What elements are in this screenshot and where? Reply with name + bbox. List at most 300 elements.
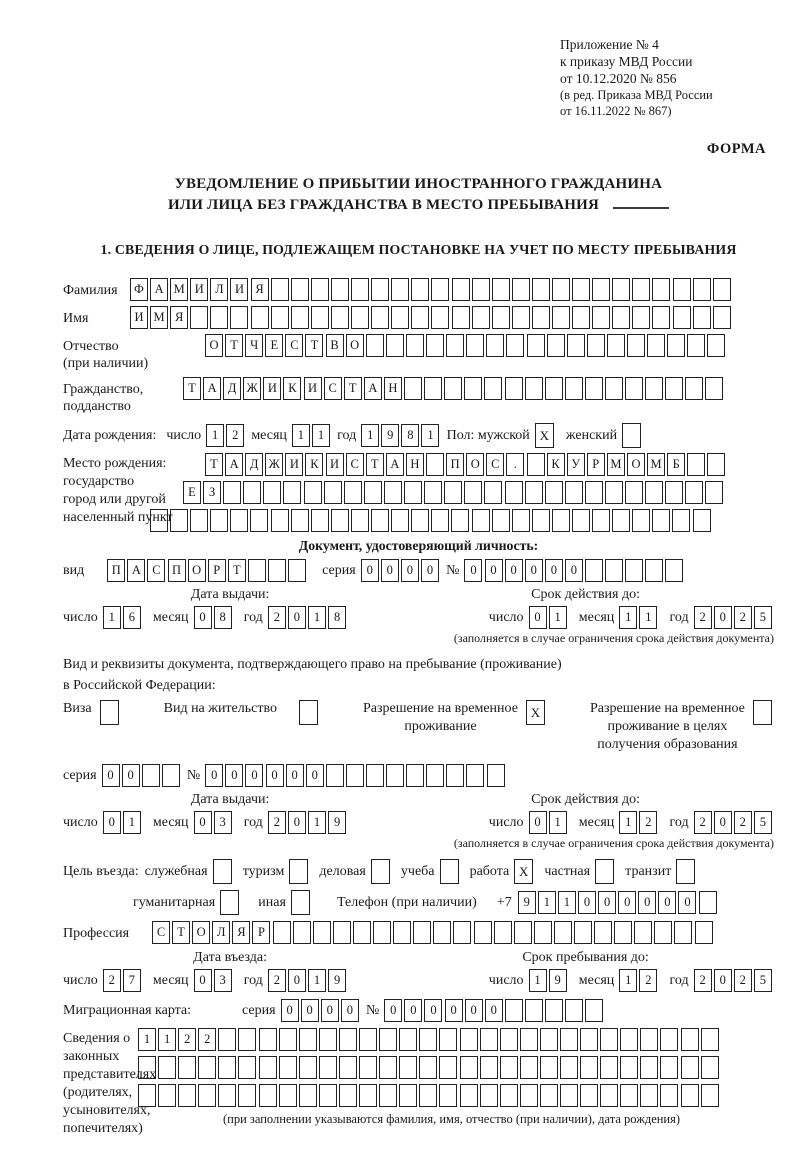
form-cell[interactable]: 0 <box>525 559 543 582</box>
form-cell[interactable]: А <box>386 453 404 476</box>
form-cell[interactable] <box>713 306 731 329</box>
form-cell[interactable]: Т <box>305 334 323 357</box>
form-cell[interactable] <box>391 278 409 301</box>
form-cell[interactable] <box>291 306 309 329</box>
form-cell[interactable]: 5 <box>754 606 772 629</box>
form-cell[interactable]: 5 <box>754 811 772 834</box>
form-cell[interactable] <box>218 1056 236 1079</box>
form-cell[interactable]: 1 <box>312 424 330 447</box>
form-cell[interactable]: 0 <box>194 606 212 629</box>
form-cell[interactable] <box>552 306 570 329</box>
form-cell[interactable] <box>687 453 705 476</box>
form-cell[interactable]: Л <box>210 278 228 301</box>
form-cell[interactable]: 7 <box>123 969 141 992</box>
form-cell[interactable] <box>373 921 391 944</box>
form-cell[interactable] <box>665 377 683 400</box>
form-cell[interactable] <box>304 481 322 504</box>
form-cell[interactable] <box>288 559 306 582</box>
form-cell[interactable]: 0 <box>678 891 696 914</box>
form-cell[interactable] <box>371 509 389 532</box>
form-cell[interactable] <box>384 481 402 504</box>
form-cell[interactable]: 0 <box>464 559 482 582</box>
form-cell[interactable] <box>431 306 449 329</box>
form-cell[interactable]: А <box>225 453 243 476</box>
form-cell[interactable] <box>565 377 583 400</box>
form-cell[interactable] <box>693 509 711 532</box>
form-cell[interactable] <box>585 377 603 400</box>
form-cell[interactable]: 9 <box>518 891 536 914</box>
form-cell[interactable] <box>379 1028 397 1051</box>
form-cell[interactable] <box>600 1056 618 1079</box>
form-cell[interactable]: С <box>486 453 504 476</box>
form-cell[interactable] <box>512 306 530 329</box>
form-cell[interactable] <box>707 334 725 357</box>
form-cell[interactable]: 0 <box>658 891 676 914</box>
form-cell[interactable] <box>632 306 650 329</box>
form-cell[interactable] <box>178 1056 196 1079</box>
form-cell[interactable]: А <box>150 278 168 301</box>
form-cell[interactable] <box>311 509 329 532</box>
form-cell[interactable]: 1 <box>619 606 637 629</box>
form-cell[interactable] <box>594 921 612 944</box>
form-cell[interactable] <box>572 278 590 301</box>
form-cell[interactable]: 9 <box>328 811 346 834</box>
form-cell[interactable] <box>238 1084 256 1107</box>
form-cell[interactable] <box>622 423 641 448</box>
form-cell[interactable] <box>540 1028 558 1051</box>
form-cell[interactable] <box>433 921 451 944</box>
form-cell[interactable] <box>525 999 543 1022</box>
form-cell[interactable]: 1 <box>138 1028 156 1051</box>
form-cell[interactable] <box>279 1084 297 1107</box>
form-cell[interactable]: 2 <box>268 969 286 992</box>
form-cell[interactable] <box>520 1028 538 1051</box>
form-cell[interactable] <box>331 509 349 532</box>
form-cell[interactable] <box>605 377 623 400</box>
form-cell[interactable]: И <box>230 278 248 301</box>
form-cell[interactable]: С <box>147 559 165 582</box>
form-cell[interactable] <box>665 481 683 504</box>
form-cell[interactable] <box>371 306 389 329</box>
form-cell[interactable] <box>672 509 690 532</box>
form-cell[interactable] <box>587 334 605 357</box>
form-cell[interactable]: 0 <box>306 764 324 787</box>
form-cell[interactable] <box>346 764 364 787</box>
form-cell[interactable] <box>580 1056 598 1079</box>
form-cell[interactable] <box>243 481 261 504</box>
form-cell[interactable] <box>753 700 772 725</box>
form-cell[interactable]: В <box>326 334 344 357</box>
form-cell[interactable] <box>444 377 462 400</box>
form-cell[interactable]: 2 <box>694 969 712 992</box>
form-cell[interactable] <box>351 306 369 329</box>
form-cell[interactable]: 0 <box>225 764 243 787</box>
form-cell[interactable] <box>560 1028 578 1051</box>
form-cell[interactable]: 1 <box>206 424 224 447</box>
form-cell[interactable]: 1 <box>361 424 379 447</box>
form-cell[interactable]: X <box>535 423 554 448</box>
form-cell[interactable]: О <box>627 453 645 476</box>
form-cell[interactable]: 0 <box>529 606 547 629</box>
form-cell[interactable] <box>190 509 208 532</box>
form-cell[interactable] <box>480 1028 498 1051</box>
form-cell[interactable] <box>492 306 510 329</box>
form-cell[interactable] <box>652 306 670 329</box>
form-cell[interactable] <box>487 764 505 787</box>
form-cell[interactable] <box>505 377 523 400</box>
form-cell[interactable]: У <box>567 453 585 476</box>
form-cell[interactable] <box>699 891 717 914</box>
form-cell[interactable] <box>359 1028 377 1051</box>
form-cell[interactable]: Т <box>205 453 223 476</box>
form-cell[interactable]: Д <box>245 453 263 476</box>
form-cell[interactable] <box>411 278 429 301</box>
form-cell[interactable]: Ж <box>265 453 283 476</box>
form-cell[interactable]: Т <box>366 453 384 476</box>
form-cell[interactable] <box>466 764 484 787</box>
form-cell[interactable] <box>452 278 470 301</box>
form-cell[interactable] <box>701 1028 719 1051</box>
form-cell[interactable]: 0 <box>529 811 547 834</box>
form-cell[interactable] <box>218 1028 236 1051</box>
form-cell[interactable] <box>218 1084 236 1107</box>
form-cell[interactable] <box>547 334 565 357</box>
form-cell[interactable] <box>271 509 289 532</box>
form-cell[interactable] <box>100 700 119 725</box>
form-cell[interactable] <box>399 1056 417 1079</box>
form-cell[interactable] <box>640 1084 658 1107</box>
form-cell[interactable]: 0 <box>281 999 299 1022</box>
form-cell[interactable] <box>411 306 429 329</box>
form-cell[interactable]: 0 <box>445 999 463 1022</box>
form-cell[interactable] <box>210 509 228 532</box>
form-cell[interactable]: 5 <box>754 969 772 992</box>
form-cell[interactable] <box>386 334 404 357</box>
form-cell[interactable]: 0 <box>404 999 422 1022</box>
form-cell[interactable] <box>251 306 269 329</box>
form-cell[interactable]: 1 <box>308 969 326 992</box>
form-cell[interactable]: Д <box>223 377 241 400</box>
form-cell[interactable]: А <box>203 377 221 400</box>
form-cell[interactable]: Н <box>384 377 402 400</box>
form-cell[interactable]: Н <box>406 453 424 476</box>
form-cell[interactable] <box>687 334 705 357</box>
form-cell[interactable] <box>532 278 550 301</box>
form-cell[interactable]: 0 <box>103 811 121 834</box>
form-cell[interactable]: 9 <box>328 969 346 992</box>
form-cell[interactable] <box>500 1084 518 1107</box>
form-cell[interactable] <box>466 334 484 357</box>
form-cell[interactable]: Ф <box>130 278 148 301</box>
form-cell[interactable] <box>379 1084 397 1107</box>
form-cell[interactable]: 2 <box>103 969 121 992</box>
form-cell[interactable]: М <box>170 278 188 301</box>
form-cell[interactable] <box>605 559 623 582</box>
form-cell[interactable] <box>293 921 311 944</box>
form-cell[interactable]: 2 <box>198 1028 216 1051</box>
form-cell[interactable] <box>451 509 469 532</box>
form-cell[interactable] <box>620 1056 638 1079</box>
form-cell[interactable] <box>230 306 248 329</box>
form-cell[interactable] <box>472 509 490 532</box>
form-cell[interactable] <box>446 334 464 357</box>
form-cell[interactable] <box>339 1084 357 1107</box>
form-cell[interactable] <box>674 921 692 944</box>
form-cell[interactable] <box>259 1084 277 1107</box>
form-cell[interactable]: Ч <box>245 334 263 357</box>
form-cell[interactable]: О <box>346 334 364 357</box>
form-cell[interactable] <box>273 921 291 944</box>
form-cell[interactable]: 2 <box>268 606 286 629</box>
form-cell[interactable] <box>326 764 344 787</box>
form-cell[interactable] <box>540 1084 558 1107</box>
form-cell[interactable]: 1 <box>123 811 141 834</box>
form-cell[interactable] <box>693 278 711 301</box>
form-cell[interactable]: 0 <box>714 606 732 629</box>
form-cell[interactable] <box>701 1056 719 1079</box>
form-cell[interactable] <box>565 999 583 1022</box>
form-cell[interactable]: 0 <box>341 999 359 1022</box>
form-cell[interactable] <box>413 921 431 944</box>
form-cell[interactable] <box>673 306 691 329</box>
form-cell[interactable] <box>612 306 630 329</box>
form-cell[interactable]: 1 <box>619 811 637 834</box>
form-cell[interactable] <box>419 1084 437 1107</box>
form-cell[interactable] <box>170 509 188 532</box>
form-cell[interactable] <box>667 334 685 357</box>
form-cell[interactable] <box>620 1084 638 1107</box>
form-cell[interactable]: 3 <box>214 811 232 834</box>
form-cell[interactable] <box>654 921 672 944</box>
form-cell[interactable] <box>271 306 289 329</box>
form-cell[interactable]: 2 <box>734 969 752 992</box>
form-cell[interactable] <box>472 278 490 301</box>
form-cell[interactable]: 0 <box>505 559 523 582</box>
form-cell[interactable] <box>486 334 504 357</box>
form-cell[interactable]: 0 <box>122 764 140 787</box>
form-cell[interactable]: 0 <box>321 999 339 1022</box>
form-cell[interactable] <box>660 1028 678 1051</box>
form-cell[interactable] <box>572 509 590 532</box>
form-cell[interactable] <box>527 453 545 476</box>
form-cell[interactable]: 2 <box>639 811 657 834</box>
form-cell[interactable] <box>512 509 530 532</box>
form-cell[interactable]: 1 <box>639 606 657 629</box>
form-cell[interactable] <box>695 921 713 944</box>
form-cell[interactable] <box>366 334 384 357</box>
form-cell[interactable] <box>271 278 289 301</box>
form-cell[interactable] <box>500 1056 518 1079</box>
form-cell[interactable]: 1 <box>308 606 326 629</box>
form-cell[interactable] <box>333 921 351 944</box>
form-cell[interactable] <box>210 306 228 329</box>
form-cell[interactable] <box>520 1056 538 1079</box>
form-cell[interactable] <box>701 1084 719 1107</box>
form-cell[interactable] <box>645 559 663 582</box>
form-cell[interactable] <box>399 1028 417 1051</box>
form-cell[interactable]: 0 <box>194 969 212 992</box>
form-cell[interactable] <box>681 1028 699 1051</box>
form-cell[interactable] <box>652 278 670 301</box>
form-cell[interactable] <box>525 377 543 400</box>
form-cell[interactable] <box>625 377 643 400</box>
form-cell[interactable]: О <box>205 334 223 357</box>
form-cell[interactable] <box>444 481 462 504</box>
form-cell[interactable] <box>554 921 572 944</box>
form-cell[interactable] <box>676 859 695 884</box>
form-cell[interactable] <box>707 453 725 476</box>
form-cell[interactable] <box>351 278 369 301</box>
form-cell[interactable] <box>693 306 711 329</box>
form-cell[interactable] <box>494 921 512 944</box>
form-cell[interactable] <box>580 1084 598 1107</box>
form-cell[interactable]: 2 <box>694 606 712 629</box>
form-cell[interactable]: 0 <box>565 559 583 582</box>
form-cell[interactable]: 0 <box>205 764 223 787</box>
form-cell[interactable] <box>460 1084 478 1107</box>
form-cell[interactable] <box>411 509 429 532</box>
form-cell[interactable] <box>484 377 502 400</box>
form-cell[interactable] <box>545 377 563 400</box>
form-cell[interactable] <box>404 481 422 504</box>
form-cell[interactable] <box>158 1056 176 1079</box>
form-cell[interactable] <box>439 1028 457 1051</box>
form-cell[interactable] <box>426 764 444 787</box>
form-cell[interactable]: К <box>283 377 301 400</box>
form-cell[interactable]: 2 <box>734 811 752 834</box>
form-cell[interactable] <box>492 509 510 532</box>
form-cell[interactable] <box>431 509 449 532</box>
form-cell[interactable]: 1 <box>558 891 576 914</box>
form-cell[interactable]: 6 <box>123 606 141 629</box>
form-cell[interactable]: 1 <box>529 969 547 992</box>
form-cell[interactable] <box>592 278 610 301</box>
form-cell[interactable]: 9 <box>381 424 399 447</box>
form-cell[interactable] <box>424 481 442 504</box>
form-cell[interactable]: 2 <box>226 424 244 447</box>
form-cell[interactable]: Р <box>208 559 226 582</box>
form-cell[interactable] <box>263 481 281 504</box>
form-cell[interactable] <box>545 999 563 1022</box>
form-cell[interactable] <box>525 481 543 504</box>
form-cell[interactable]: С <box>346 453 364 476</box>
form-cell[interactable] <box>393 921 411 944</box>
form-cell[interactable] <box>592 509 610 532</box>
form-cell[interactable] <box>464 377 482 400</box>
form-cell[interactable] <box>500 1028 518 1051</box>
form-cell[interactable] <box>620 1028 638 1051</box>
form-cell[interactable] <box>612 509 630 532</box>
form-cell[interactable] <box>681 1056 699 1079</box>
form-cell[interactable] <box>647 334 665 357</box>
form-cell[interactable]: Т <box>183 377 201 400</box>
form-cell[interactable] <box>223 481 241 504</box>
form-cell[interactable]: Ж <box>243 377 261 400</box>
form-cell[interactable]: 2 <box>268 811 286 834</box>
form-cell[interactable] <box>705 481 723 504</box>
form-cell[interactable]: 0 <box>485 559 503 582</box>
form-cell[interactable] <box>660 1084 678 1107</box>
form-cell[interactable]: 0 <box>545 559 563 582</box>
form-cell[interactable] <box>585 481 603 504</box>
form-cell[interactable]: 8 <box>401 424 419 447</box>
form-cell[interactable] <box>640 1056 658 1079</box>
form-cell[interactable]: 0 <box>424 999 442 1022</box>
form-cell[interactable] <box>514 921 532 944</box>
form-cell[interactable]: О <box>192 921 210 944</box>
form-cell[interactable]: 8 <box>214 606 232 629</box>
form-cell[interactable] <box>512 278 530 301</box>
form-cell[interactable] <box>464 481 482 504</box>
form-cell[interactable] <box>431 278 449 301</box>
form-cell[interactable] <box>565 481 583 504</box>
form-cell[interactable] <box>713 278 731 301</box>
form-cell[interactable]: 2 <box>694 811 712 834</box>
form-cell[interactable] <box>331 306 349 329</box>
form-cell[interactable] <box>592 306 610 329</box>
form-cell[interactable]: X <box>526 700 545 725</box>
form-cell[interactable] <box>364 481 382 504</box>
form-cell[interactable] <box>213 859 232 884</box>
form-cell[interactable] <box>311 306 329 329</box>
form-cell[interactable] <box>472 306 490 329</box>
form-cell[interactable] <box>291 278 309 301</box>
form-cell[interactable] <box>705 377 723 400</box>
form-cell[interactable] <box>532 509 550 532</box>
form-cell[interactable]: 0 <box>598 891 616 914</box>
form-cell[interactable] <box>567 334 585 357</box>
form-cell[interactable]: А <box>364 377 382 400</box>
form-cell[interactable] <box>625 481 643 504</box>
form-cell[interactable] <box>600 1084 618 1107</box>
form-cell[interactable]: 1 <box>421 424 439 447</box>
form-cell[interactable]: П <box>446 453 464 476</box>
form-cell[interactable] <box>299 1084 317 1107</box>
form-cell[interactable]: С <box>285 334 303 357</box>
form-cell[interactable]: 0 <box>714 969 732 992</box>
form-cell[interactable] <box>545 481 563 504</box>
form-cell[interactable]: 0 <box>245 764 263 787</box>
form-cell[interactable] <box>640 1028 658 1051</box>
form-cell[interactable] <box>652 509 670 532</box>
form-cell[interactable] <box>299 700 318 725</box>
form-cell[interactable]: С <box>152 921 170 944</box>
form-cell[interactable] <box>580 1028 598 1051</box>
form-cell[interactable]: Е <box>183 481 201 504</box>
form-cell[interactable] <box>595 859 614 884</box>
form-cell[interactable] <box>238 1028 256 1051</box>
form-cell[interactable] <box>552 509 570 532</box>
form-cell[interactable] <box>248 559 266 582</box>
form-cell[interactable] <box>520 1084 538 1107</box>
form-cell[interactable]: 0 <box>401 559 419 582</box>
form-cell[interactable]: О <box>188 559 206 582</box>
form-cell[interactable]: М <box>150 306 168 329</box>
form-cell[interactable] <box>162 764 180 787</box>
form-cell[interactable]: 0 <box>381 559 399 582</box>
form-cell[interactable]: М <box>647 453 665 476</box>
form-cell[interactable]: Т <box>225 334 243 357</box>
form-cell[interactable] <box>484 481 502 504</box>
form-cell[interactable] <box>391 509 409 532</box>
form-cell[interactable]: З <box>203 481 221 504</box>
form-cell[interactable] <box>527 334 545 357</box>
form-cell[interactable]: И <box>263 377 281 400</box>
form-cell[interactable]: 0 <box>485 999 503 1022</box>
form-cell[interactable]: М <box>607 453 625 476</box>
form-cell[interactable]: 0 <box>301 999 319 1022</box>
form-cell[interactable] <box>627 334 645 357</box>
